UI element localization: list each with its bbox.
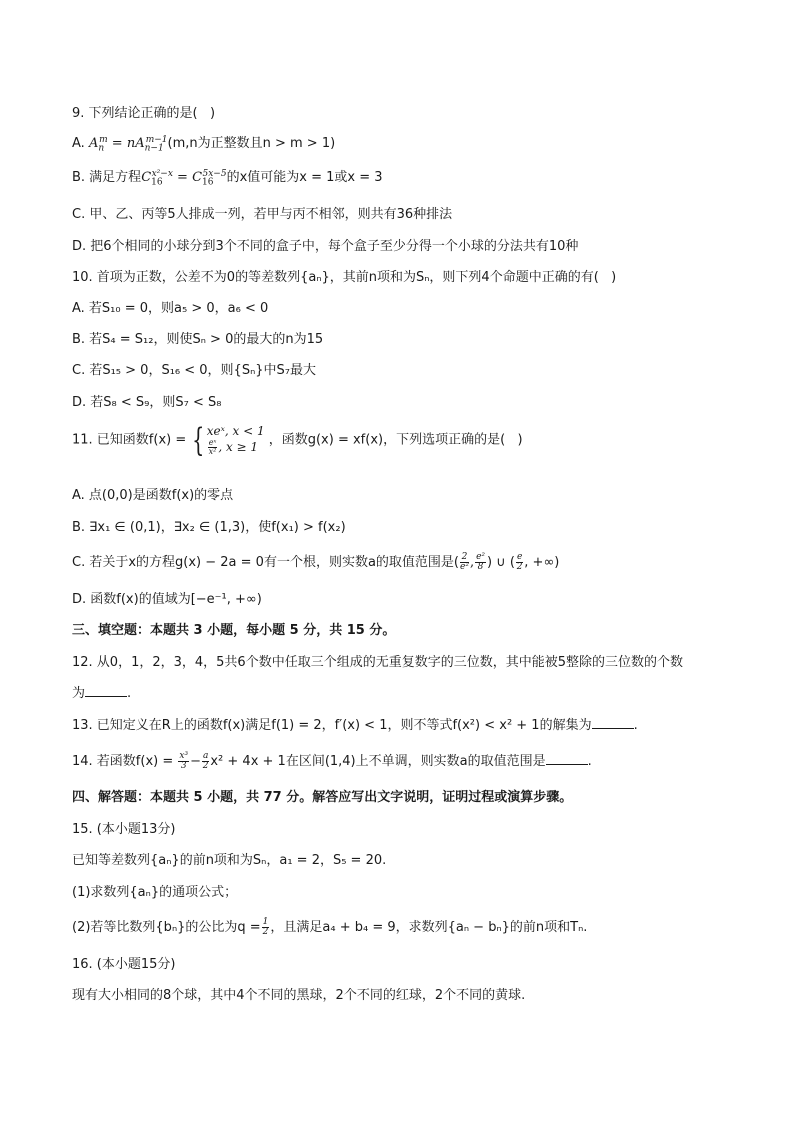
q9-a-cond: (m,n为正整数且n > m > 1) — [167, 136, 336, 151]
q9-b-prefix: B. 满足方程 — [72, 170, 142, 185]
q16-text: 现有大小相同的8个球，其中4个不同的黑球，2个不同的红球，2个不同的黄球. — [72, 988, 526, 1003]
q11-case-1: xeˣ, x < 1 — [206, 424, 265, 438]
q11-stem-prefix: 11. 已知函数f(x) = — [72, 432, 187, 448]
q15-title: 15. (本小题13分) — [72, 822, 176, 837]
q9-option-a: A. $A_n^m = nA_{n-1}^{m-1}(m,n$为正整数且n > m > 1) — [72, 134, 336, 154]
q14: 14. 若函数f(x) = $\frac{\text{x³}}{3}$ − $\frac{a}{2}$ x² + 4x + 1在区间(1,4)上不单调，则实数a的取值范围是 . — [72, 751, 592, 771]
q9-stem: 9. 下列结论正确的是( ) — [72, 106, 216, 121]
q11-c-prefix: C. 若关于x的方程g(x) − 2a = 0有一个根，则实数a的取值范围是( — [72, 555, 459, 570]
section-4-heading: 四、解答题：本题共 5 小题，共 77 分。解答应写出文字说明，证明过程或演算步骤。 — [72, 790, 573, 805]
q9-a-prefix: A. — [72, 136, 89, 151]
q12-answer-blank[interactable] — [85, 684, 127, 697]
q10-option-b: B. 若S₄ = S₁₂，则使Sₙ > 0的最大的n为15 — [72, 332, 324, 347]
q14-answer-blank[interactable] — [546, 752, 588, 765]
q11-option-c: C. 若关于x的方程g(x) − 2a = 0有一个根，则实数a的取值范围是( $\frac{2}{\text{e²}}$ , $\frac{\text{e²}}{8}$ ) ∪ ( $\frac{e}{2}$ , +∞) — [72, 552, 560, 572]
q11-c-suffix: , +∞) — [524, 555, 560, 570]
q11-option-b: B. ∃x₁ ∈ (0,1)，∃x₂ ∈ (1,3)，使f(x₁) > f(x₂) — [72, 520, 346, 535]
q9-option-c: C. 甲、乙、丙等5人排成一列，若甲与丙不相邻，则共有36种排法 — [72, 207, 453, 222]
q10-stem: 10. 首项为正数，公差不为0的等差数列{aₙ}，其前n项和为Sₙ，则下列4个命题中正确的有( ) — [72, 270, 617, 285]
piecewise-brace-icon: { — [192, 421, 205, 459]
q9-option-b: B. 满足方程$C_{16}^{x^2-x} = C_{16}^{5x-5}$的x值可能为x = 1或x = 3 — [72, 168, 383, 188]
q13-answer-blank[interactable] — [592, 716, 634, 729]
q11-c-mid: ) ∪ ( — [487, 555, 515, 570]
q12-line-2: 为 . — [72, 686, 132, 701]
q12-line-1: 12. 从0，1，2，3，4，5共6个数中任取三个组成的无重复数字的三位数，其中能被5整除的三位数的个数 — [72, 655, 683, 670]
q16-title: 16. (本小题15分) — [72, 957, 176, 972]
q15-given: 已知等差数列{aₙ}的前n项和为Sₙ，a₁ = 2，S₅ = 20. — [72, 853, 387, 868]
q9-option-d: D. 把6个相同的小球分到3个不同的盒子中，每个盒子至少分得一个小球的分法共有10种 — [72, 239, 579, 254]
q11-stem — [72, 421, 734, 459]
q11-option-d: D. 函数f(x)的值域为[−e⁻¹, +∞) — [72, 592, 262, 607]
q10-option-a: A. 若S₁₀ = 0，则a₅ > 0，a₆ < 0 — [72, 301, 269, 316]
q11-option-a: A. 点(0,0)是函数f(x)的零点 — [72, 488, 234, 503]
q11-case-2: , x ≥ 1 — [218, 440, 259, 454]
q10-option-d: D. 若S₈ < S₉，则S₇ < S₈ — [72, 395, 222, 410]
q15-part-2: (2)若等比数列{bₙ}的公比为q = $\frac{1}{2}$ ，且满足a₄ + b₄ = 9，求数列{aₙ − bₙ}的前n项和Tₙ. — [72, 917, 588, 937]
section-3-heading: 三、填空题：本题共 3 小题，每小题 5 分，共 15 分。 — [72, 623, 396, 638]
q13: 13. 已知定义在R上的函数f(x)满足f(1) = 2，f′(x) < 1，则不等式f(x²) < x² + 1的解集为 . — [72, 718, 638, 733]
q15-part-1: (1)求数列{aₙ}的通项公式； — [72, 885, 238, 900]
q10-option-c: C. 若S₁₅ > 0，S₁₆ < 0，则{Sₙ}中S₇最大 — [72, 363, 316, 378]
q11-cases: xeˣ, x < 1 $\frac{\text{eˣ}}{\text{x²}}$ , x ≥ 1 — [206, 424, 265, 456]
q11-stem-suffix: ，函数g(x) = xf(x)，下列选项正确的是( ) — [268, 432, 523, 448]
q9-b-suffix: 的x值可能为x = 1或x = 3 — [226, 170, 383, 185]
